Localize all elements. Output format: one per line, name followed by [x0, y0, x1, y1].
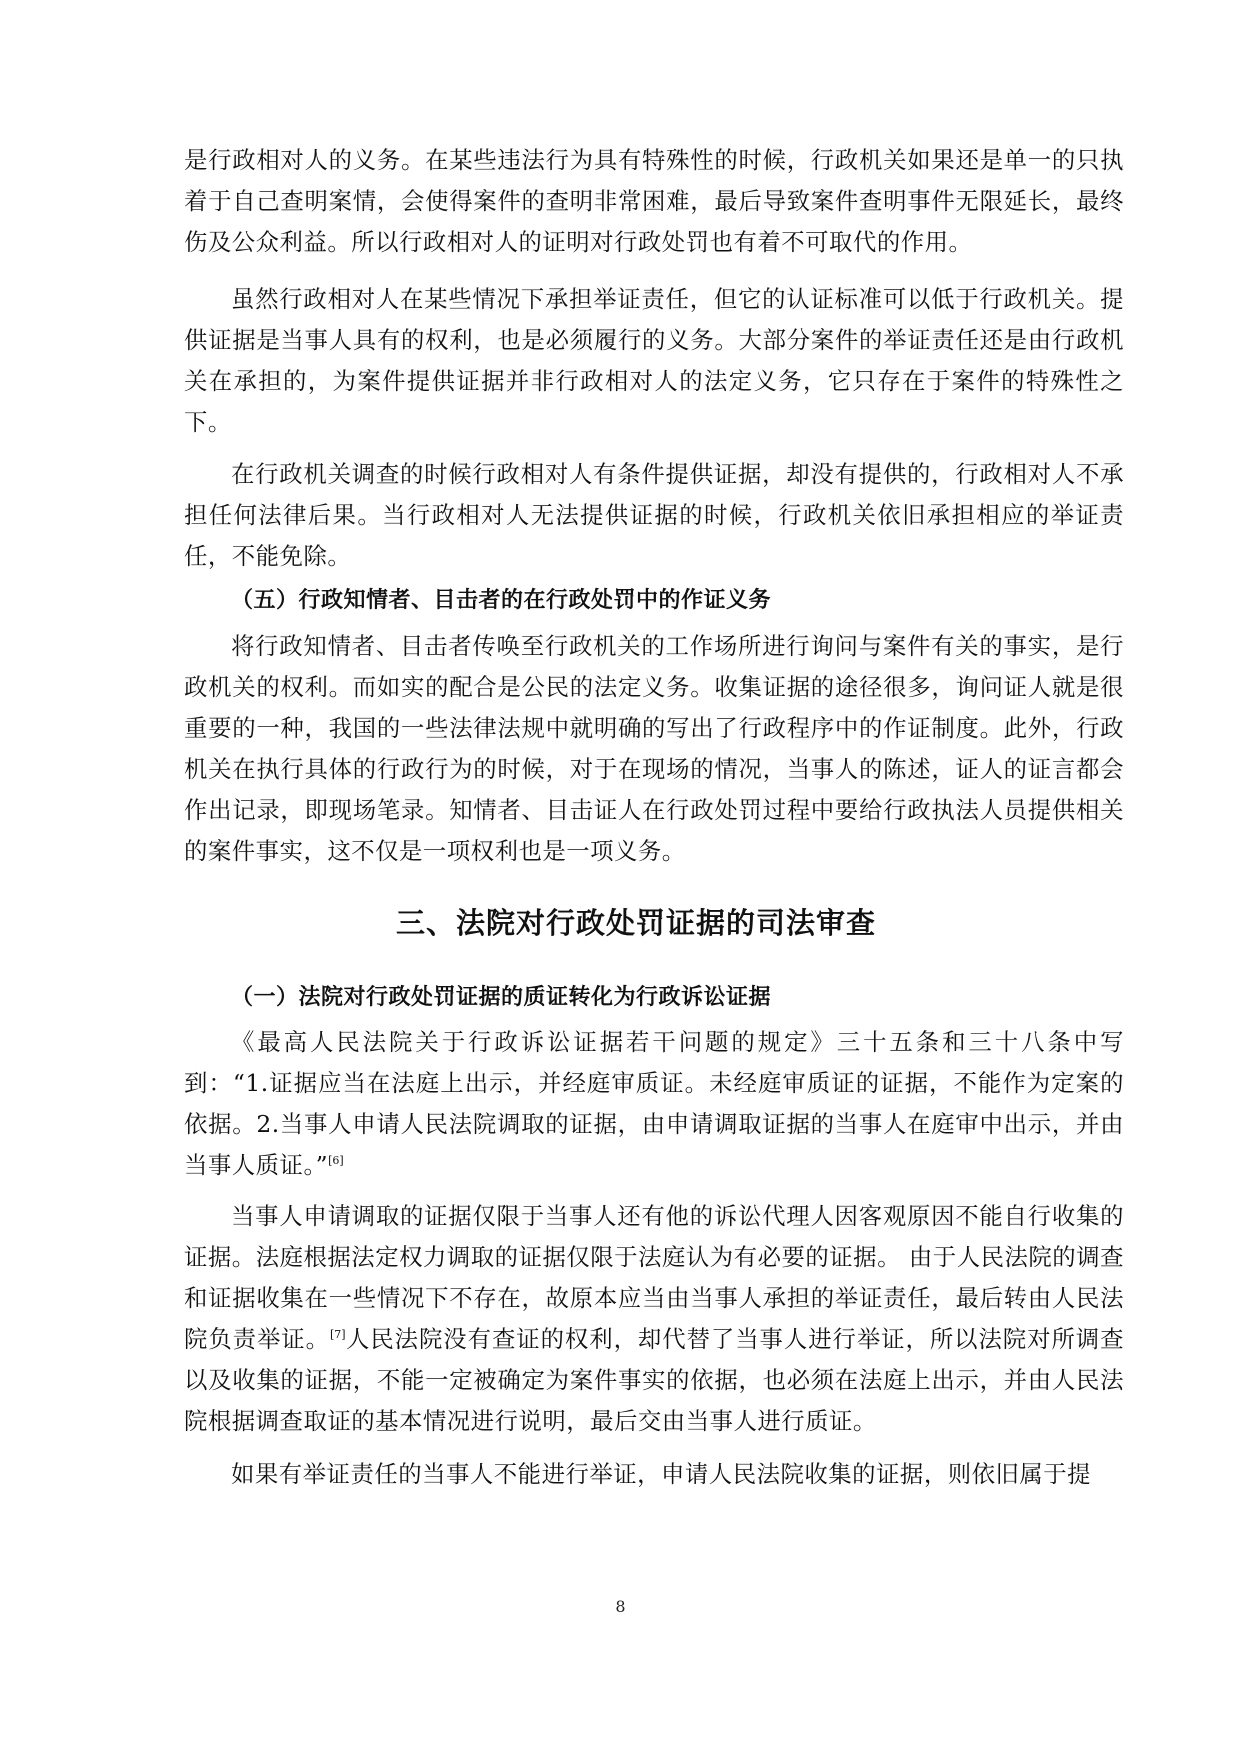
paragraph-6-text-a: 当事人申请调取的证据仅限于当事人还有他的诉讼代理人因客观原因不能自行收集的证据。法庭根据法定权力调取的证据仅限于法庭认为有必要的证据。 由于人民法院的调查和证据收集在一些情况下不存在，故原本应当由当事人承担的举证责任，最后转由人民法院负责举证。: [184, 1202, 1124, 1353]
paragraph-5-text: 《最高人民法院关于行政诉讼证据若干问题的规定》三十五条和三十八条中写到：“1.证据应当在法庭上出示，并经庭审质证。未经庭审质证的证据，不能作为定案的依据。2.当事人申请人民法院调取的证据，由申请调取证据的当事人在庭审中出示，并由当事人质证。”: [184, 1028, 1124, 1179]
document-page: [184, 140, 1124, 1495]
page-number: 8: [615, 1597, 626, 1616]
paragraph-2: 虽然行政相对人在某些情况下承担举证责任，但它的认证标准可以低于行政机关。提供证据是当事人具有的权利，也是必须履行的义务。大部分案件的举证责任还是由行政机关在承担的，为案件提供证据并非行政相对人的法定义务，它只存在于案件的特殊性之下。: [184, 285, 1124, 436]
citation-marker: [6]: [328, 1154, 344, 1168]
paragraph-4: 将行政知情者、目击者传唤至行政机关的工作场所进行询问与案件有关的事实，是行政机关的权利。而如实的配合是公民的法定义务。收集证据的途径很多，询问证人就是很重要的一种，我国的一些法律法规中就明确的写出了行政程序中的作证制度。此外，行政机关在执行具体的行政行为的时候，对于在现场的情况，当事人的陈述，证人的证言都会作出记录，即现场笔录。知情者、目击证人在行政处罚过程中要给行政执法人员提供相关的案件事实，这不仅是一项权利也是一项义务。: [184, 632, 1124, 865]
paragraph-5: [184, 1022, 1124, 1186]
paragraph-3: 在行政机关调查的时候行政相对人有条件提供证据，却没有提供的，行政相对人不承担任何法律后果。当行政相对人无法提供证据的时候，行政机关依旧承担相应的举证责任，不能免除。: [184, 460, 1124, 570]
paragraph-7: 如果有举证责任的当事人不能进行举证，申请人民法院收集的证据，则依旧属于提: [231, 1460, 1092, 1488]
section-heading-3: 三、法院对行政处罚证据的司法审查: [395, 906, 876, 940]
subsection-heading-5: （五）行政知情者、目击者的在行政处罚中的作证义务: [231, 588, 772, 613]
paragraph-6: [184, 1196, 1124, 1442]
paragraph-6-text-b: 人民法院没有查证的权利，却代替了当事人进行举证，所以法院对所调查以及收集的证据，不能一定被确定为案件事实的依据，也必须在法庭上出示，并由人民法院根据调查取证的基本情况进行说明，最后交由当事人进行质证。: [184, 1325, 1125, 1435]
paragraph-1: 是行政相对人的义务。在某些违法行为具有特殊性的时候，行政机关如果还是单一的只执着于自己查明案情，会使得案件的查明非常困难，最后导致案件查明事件无限延长，最终伤及公众利益。所以行政相对人的证明对行政处罚也有着不可取代的作用。: [184, 146, 1124, 256]
subsection-heading-1: （一）法院对行政处罚证据的质证转化为行政诉讼证据: [231, 985, 772, 1010]
citation-marker: [7]: [329, 1328, 346, 1342]
